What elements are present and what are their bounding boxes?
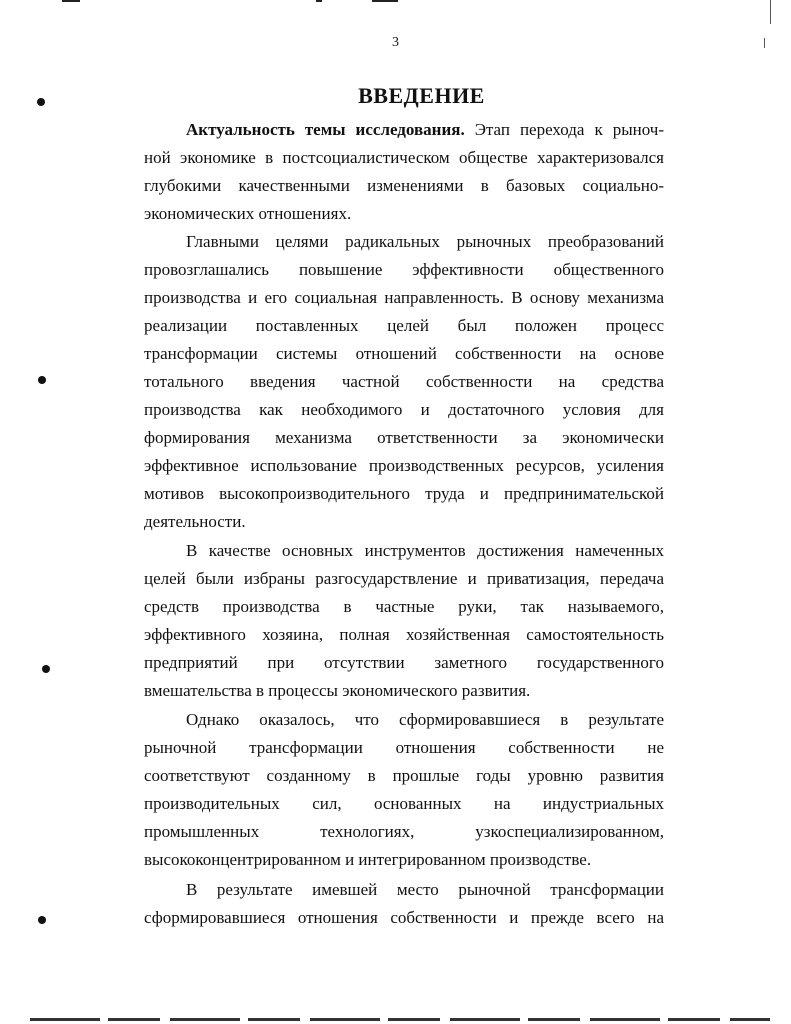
- section-lead: Актуальность темы исследования.: [186, 120, 465, 139]
- text-line: производства как необходимого и достаточного условия для: [144, 400, 664, 419]
- text-line: высококонцентрированном и интегрированном производстве.: [144, 850, 592, 869]
- text-line: производительных сил, основанных на индустриальных: [144, 794, 664, 813]
- text-line: формирования механизма ответственности за экономически: [144, 428, 664, 447]
- text-line: целей были избраны разгосударствление и приватизация, передача: [144, 569, 664, 588]
- text-line: Главными целями радикальных рыночных преобразований: [186, 232, 664, 251]
- binder-hole-2: [38, 376, 46, 384]
- text-line: предприятий при отсутствии заметного государственного: [144, 653, 664, 672]
- text-line: мотивов высокопроизводительного труда и предпринимательской: [144, 484, 664, 503]
- text-line: вмешательства в процессы экономического развития.: [144, 681, 531, 700]
- page-number: 3: [392, 35, 399, 50]
- text-line: реализации поставленных целей был положен процесс: [144, 316, 664, 335]
- page-title: ВВЕДЕНИЕ: [358, 83, 485, 108]
- text-line: экономических отношениях.: [144, 204, 352, 223]
- text-line: эффективного хозяина, полная хозяйственная самостоятельность: [144, 625, 664, 644]
- text-line: соответствуют созданному в прошлые годы уровню развития: [144, 766, 664, 785]
- scan-mark-top-left: [62, 0, 80, 2]
- text-line: трансформации системы отношений собственности на основе: [144, 344, 664, 363]
- text-line: тотального введения частной собственности на средства: [144, 372, 664, 391]
- text-line: [186, 116, 664, 144]
- scan-mark-top-right: [372, 0, 398, 2]
- text-line: глубокими качественными изменениями в базовых социально-: [144, 176, 664, 195]
- text-line: провозглашались повышение эффективности общественного: [144, 260, 664, 279]
- text-line: деятельности.: [144, 512, 246, 531]
- text-line: рыночной трансформации отношения собственности не: [144, 738, 664, 757]
- text-line: В качестве основных инструментов достижения намеченных: [186, 541, 664, 560]
- text-line: промышленных технологиях, узкоспециализированном,: [144, 822, 664, 841]
- text-line: сформировавшиеся отношения собственности и прежде всего на: [144, 908, 664, 927]
- text-line: средств производства в частные руки, так называемого,: [144, 597, 664, 616]
- text-line: В результате имевшей место рыночной трансформации: [186, 880, 664, 899]
- scan-edge-line-top: [770, 0, 771, 24]
- text-line: производства и его социальная направленность. В основу механизма: [144, 288, 664, 307]
- scan-bottom-rule: [30, 1018, 770, 1021]
- text-line: ной экономике в постсоциалистическом обществе характеризовался: [144, 148, 664, 167]
- binder-hole-4: [38, 916, 46, 924]
- text-line-content: Этап перехода к рыноч-: [464, 120, 665, 139]
- text-line: Однако оказалось, что сформировавшиеся в результате: [186, 710, 664, 729]
- text-line: эффективное использование производственных ресурсов, усиления: [144, 456, 664, 475]
- binder-hole-3: [42, 665, 50, 673]
- scan-mark-top-center: [316, 0, 322, 2]
